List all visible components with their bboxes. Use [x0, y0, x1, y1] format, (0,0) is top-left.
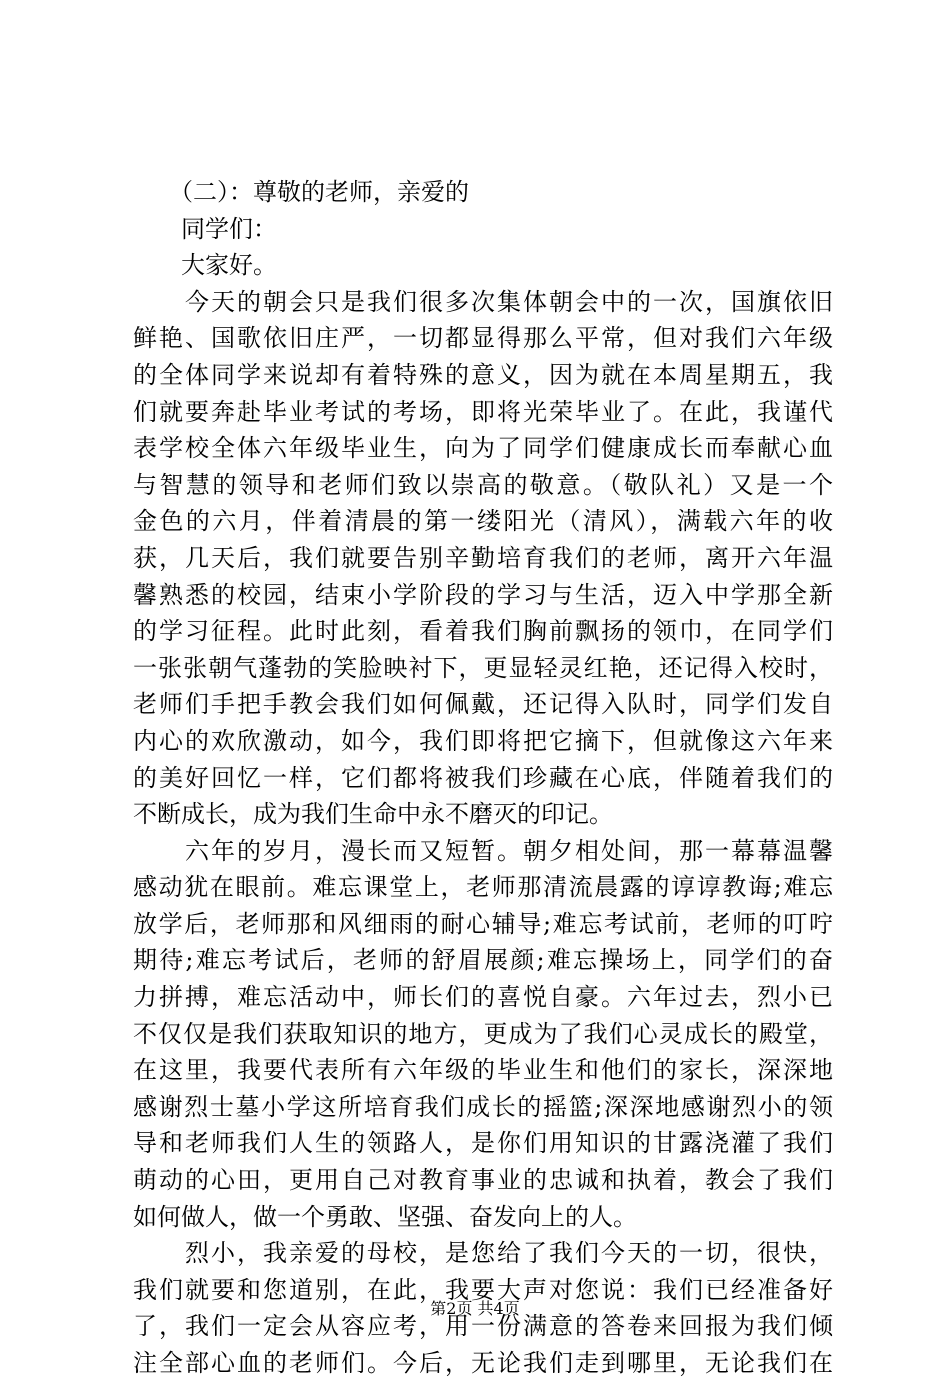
- page-footer: 第2页 共4页: [430, 1299, 520, 1318]
- text-line: 在这里，我要代表所有六年级的毕业生和他们的家长，深深地: [133, 1056, 833, 1085]
- text-line: 的美好回忆一样，它们都将被我们珍藏在心底，伴随着我们的: [133, 763, 833, 792]
- text-line: 获，几天后，我们就要告别辛勤培育我们的老师，离开六年温: [133, 543, 833, 572]
- text-line: 的学习征程。此时此刻，看着我们胸前飘扬的领巾，在同学们: [133, 617, 833, 646]
- text-line: （二）：尊敬的老师，亲爱的: [133, 178, 469, 206]
- text-line: 老师们手把手教会我们如何佩戴，还记得入队时，同学们发自: [133, 690, 833, 719]
- text-line: 与智慧的领导和老师们致以崇高的敬意。（敬队礼）又是一个: [133, 470, 833, 499]
- text-line: 期待;难忘考试后，老师的舒眉展颜;难忘操场上，同学们的奋: [133, 946, 833, 975]
- text-line: 内心的欢欣激动，如今，我们即将把它摘下，但就像这六年来: [133, 726, 833, 755]
- text-line: 不仅仅是我们获取知识的地方，更成为了我们心灵成长的殿堂，: [133, 1019, 833, 1048]
- text-line: 金色的六月，伴着清晨的第一缕阳光（清风），满载六年的收: [133, 507, 833, 536]
- text-line: 一张张朝气蓬勃的笑脸映衬下，更显轻灵红艳，还记得入校时，: [133, 653, 833, 682]
- text-line: 鲜艳、国歌依旧庄严，一切都显得那么平常，但对我们六年级: [133, 324, 833, 353]
- text-line: 不断成长，成为我们生命中永不磨灭的印记。: [133, 800, 613, 829]
- text-line: 感谢烈士墓小学这所培育我们成长的摇篮;深深地感谢烈小的领: [133, 1092, 833, 1121]
- text-line: 力拼搏，难忘活动中，师长们的喜悦自豪。六年过去，烈小已: [133, 983, 833, 1012]
- text-line: 们就要奔赴毕业考试的考场，即将光荣毕业了。在此，我谨代: [133, 397, 833, 426]
- document-body: [133, 174, 833, 1382]
- text-line: 大家好。: [133, 251, 277, 280]
- text-line: 的全体同学来说却有着特殊的意义，因为就在本周星期五，我: [133, 360, 833, 389]
- text-line: 感动犹在眼前。难忘课堂上，老师那清流晨露的谆谆教诲;难忘: [133, 873, 833, 902]
- text-line: 了，我们一定会从容应考，用一份满意的答卷来回报为我们倾: [133, 1312, 833, 1341]
- text-line: 表学校全体六年级毕业生，向为了同学们健康成长而奉献心血: [133, 434, 833, 463]
- text-line: 如何做人，做一个勇敢、坚强、奋发向上的人。: [133, 1202, 637, 1231]
- text-line: 注全部心血的老师们。今后，无论我们走到哪里，无论我们在: [133, 1349, 833, 1377]
- text-line: 同学们：: [133, 214, 277, 243]
- text-line: 导和老师我们人生的领路人，是你们用知识的甘露浇灌了我们: [133, 1129, 833, 1158]
- text-line: 放学后，老师那和风细雨的耐心辅导;难忘考试前，老师的叮咛: [133, 909, 833, 938]
- text-line: 烈小，我亲爱的母校，是您给了我们今天的一切，很快，: [133, 1239, 833, 1268]
- text-line: 我们就要和您道别，在此，我要大声对您说：我们已经准备好: [133, 1275, 833, 1304]
- text-line: 六年的岁月，漫长而又短暂。朝夕相处间，那一幕幕温馨: [133, 836, 833, 865]
- text-line: 今天的朝会只是我们很多次集体朝会中的一次，国旗依旧: [133, 287, 833, 316]
- text-line: 萌动的心田，更用自己对教育事业的忠诚和执着，教会了我们: [133, 1166, 833, 1195]
- text-line: 馨熟悉的校园，结束小学阶段的学习与生活，迈入中学那全新: [133, 580, 833, 609]
